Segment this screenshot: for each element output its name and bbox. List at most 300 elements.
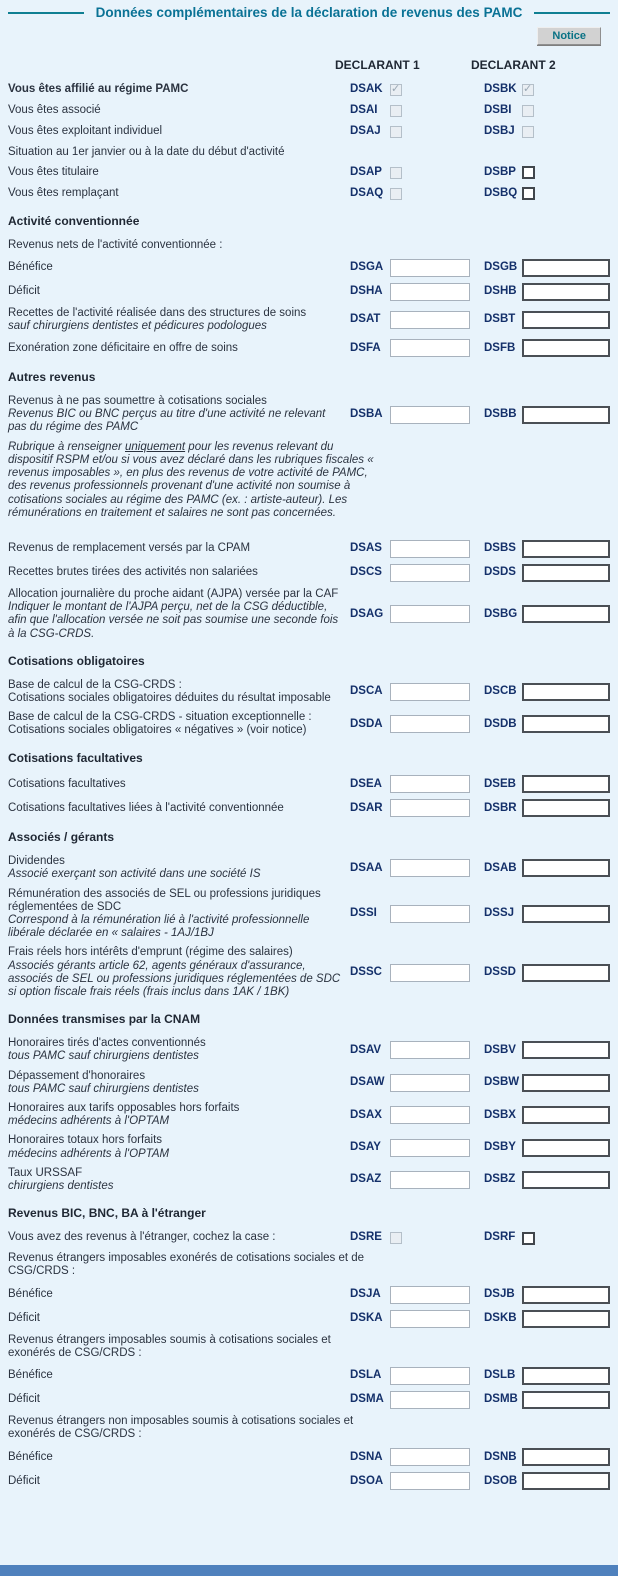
field-code: DSBP — [484, 166, 516, 179]
field-code: DSAJ — [350, 124, 381, 137]
checkbox-dsaj — [390, 126, 402, 138]
field-code: DSJA — [350, 1287, 381, 1300]
field-code: DSBT — [484, 313, 516, 326]
input-dsma[interactable] — [390, 1391, 470, 1409]
field-code: DSAW — [350, 1076, 385, 1089]
field-column — [484, 406, 610, 424]
field-column — [484, 1171, 610, 1189]
static-label: Revenus étrangers imposables soumis à cotisations sociales et exonérés de CSG/CRDS : — [8, 1333, 331, 1359]
field-code: DSBG — [484, 607, 518, 620]
field-code: DSDA — [350, 717, 383, 730]
section-row — [8, 752, 618, 766]
field-label — [8, 125, 350, 138]
field-label — [8, 802, 350, 815]
field-label — [8, 1070, 350, 1096]
field-column — [484, 1286, 610, 1304]
form-row — [8, 540, 618, 558]
field-column — [484, 683, 610, 701]
input-dsbz[interactable] — [522, 1171, 610, 1189]
field-label — [8, 778, 350, 791]
field-label — [8, 261, 350, 274]
input-dsha[interactable] — [390, 283, 470, 301]
note-row — [8, 441, 618, 520]
form-row — [8, 83, 618, 97]
section-row — [8, 831, 618, 845]
field-column — [484, 1472, 610, 1490]
field-column — [484, 1231, 610, 1244]
field-column — [350, 564, 470, 582]
field-label — [8, 1288, 350, 1301]
form-row — [8, 187, 618, 201]
form-row — [8, 104, 618, 118]
field-label-line: Bénéfice — [8, 1450, 53, 1463]
form-row — [8, 679, 618, 705]
page-header — [8, 5, 610, 21]
column-header-declarant-2: DECLARANT 2 — [471, 57, 556, 72]
field-label-line: Taux URSSAF — [8, 1166, 83, 1179]
static-label: Revenus nets de l'activité conventionnée : — [8, 238, 223, 251]
field-label-line: Honoraires tirés d'actes conventionnés — [8, 1037, 206, 1050]
field-label-line: Revenus de remplacement versés par la CPAM — [8, 542, 251, 555]
input-dsds[interactable] — [522, 564, 610, 582]
field-column — [484, 187, 610, 200]
input-dsbt[interactable] — [522, 311, 610, 329]
form-row — [8, 1037, 618, 1063]
field-column — [350, 859, 470, 877]
field-label-line: Recettes brutes tirées des activités non salariées — [8, 566, 258, 579]
checkbox-dsbi — [522, 105, 534, 117]
field-label — [8, 566, 350, 579]
form-row — [8, 1448, 618, 1466]
form-row — [8, 588, 618, 641]
field-label — [8, 342, 350, 355]
input-dsaz[interactable] — [390, 1171, 470, 1189]
field-label — [8, 588, 350, 641]
field-code: DSAX — [350, 1108, 382, 1121]
field-column — [350, 715, 470, 733]
field-column — [484, 1367, 610, 1385]
field-code: DSKB — [484, 1311, 517, 1324]
input-dssd[interactable] — [522, 964, 610, 982]
field-sublabel: Associés gérants article 62, agents généraux d'assurance, associés de SEL ou professions juridiques réglementées de SDC si option fiscale frais réels (frais inclus dans 1AK / 1BK) — [8, 959, 341, 999]
input-dsay[interactable] — [390, 1139, 470, 1157]
input-dsbb[interactable] — [522, 406, 610, 424]
field-code: DSMB — [484, 1393, 518, 1406]
field-column — [484, 311, 610, 329]
field-column — [484, 859, 610, 877]
static-label: Revenus étrangers non imposables soumis à cotisations sociales et exonérés de CSG/CRDS : — [8, 1414, 354, 1441]
field-label-line: Déficit — [8, 1393, 40, 1406]
note-paragraph: Rubrique à renseigner uniquement pour les revenus relevant du dispositif RSPM et/ou si vous avez déclaré dans les rubriques fiscales « revenus imposables », en plus des revenus de votre activité de PAMC, des revenus professionnels provenant d'une activité non soumise à cotisations sociales au régime des PAMC (ex. : artiste-auteur). Les rémunérations en traitement et salaires ne sont pas concernées. — [8, 440, 374, 519]
field-code: DSSD — [484, 966, 516, 979]
field-column — [350, 1171, 470, 1189]
field-column — [350, 259, 470, 277]
form-row — [8, 711, 618, 737]
field-column — [350, 1472, 470, 1490]
input-dskb[interactable] — [522, 1310, 610, 1328]
input-dsgb[interactable] — [522, 259, 610, 277]
field-column — [484, 605, 610, 623]
field-code: DSMA — [350, 1393, 384, 1406]
field-sublabel: Associé exerçant son activité dans une société IS — [8, 868, 261, 881]
input-dssj[interactable] — [522, 905, 610, 923]
section-row — [8, 215, 618, 229]
field-label — [8, 1102, 350, 1128]
form-row — [8, 888, 618, 941]
field-label-line: Honoraires aux tarifs opposables hors forfaits — [8, 1101, 240, 1114]
field-label-line: Base de calcul de la CSG-CRDS - situation exceptionnelle : — [8, 711, 312, 724]
static-label: Revenus étrangers imposables exonérés de cotisations sociales et de CSG/CRDS : — [8, 1252, 365, 1278]
section-title: Revenus BIC, BNC, BA à l'étranger — [8, 1206, 206, 1221]
static-text-row — [8, 1252, 618, 1278]
input-dseb[interactable] — [522, 775, 610, 793]
field-code: DSRF — [484, 1231, 516, 1244]
field-code: DSAT — [350, 313, 381, 326]
field-code: DSOB — [484, 1474, 518, 1487]
field-column — [350, 406, 470, 424]
field-column — [350, 605, 470, 623]
static-label: Situation au 1er janvier ou à la date du début d'activité — [8, 145, 285, 158]
field-column — [484, 1391, 610, 1409]
field-label — [8, 104, 350, 117]
field-label-line: Cotisations sociales obligatoires « négatives » (voir notice) — [8, 724, 307, 737]
field-sublabel: Correspond à la rémunération lié à l'activité professionnelle libérale déclarée en « salaires - 1AJ/1BJ — [8, 913, 310, 940]
footer-bar — [0, 1565, 618, 1576]
section-title: Autres revenus — [8, 370, 96, 385]
field-code: DSAA — [350, 861, 383, 874]
form-row — [8, 1102, 618, 1128]
field-column — [484, 104, 610, 117]
input-dsda[interactable] — [390, 715, 470, 733]
field-code: DSBX — [484, 1108, 516, 1121]
input-dscb[interactable] — [522, 683, 610, 701]
field-label-line: Déficit — [8, 1311, 40, 1324]
header-rule-right — [534, 12, 610, 14]
input-dsbx[interactable] — [522, 1106, 610, 1124]
field-column — [350, 283, 470, 301]
form-row — [8, 1167, 618, 1193]
checkbox-dsap — [390, 167, 402, 179]
field-label — [8, 1369, 350, 1382]
field-code: DSBW — [484, 1076, 520, 1089]
input-dsat[interactable] — [390, 311, 470, 329]
field-column — [350, 964, 470, 982]
field-code: DSNA — [350, 1450, 383, 1463]
field-label — [8, 1167, 350, 1193]
page-title: Données complémentaires de la déclaration de revenus des PAMC — [95, 5, 523, 20]
field-label-line: Cotisations facultatives liées à l'activité conventionnée — [8, 801, 284, 814]
field-label-line: Déficit — [8, 1474, 40, 1487]
field-column — [350, 1074, 470, 1092]
input-dsax[interactable] — [390, 1106, 470, 1124]
field-label-line: Vous êtes affilié au régime PAMC — [8, 82, 189, 95]
form-row — [8, 1472, 618, 1490]
field-code: DSSJ — [484, 907, 515, 920]
field-code: DSEB — [484, 777, 516, 790]
static-text-row — [8, 1334, 618, 1360]
field-label — [8, 395, 350, 435]
field-column — [484, 1041, 610, 1059]
field-code: DSEA — [350, 777, 382, 790]
input-dsby[interactable] — [522, 1139, 610, 1157]
field-column — [484, 83, 610, 96]
input-dsja[interactable] — [390, 1286, 470, 1304]
field-column — [350, 775, 470, 793]
form-row — [8, 775, 618, 793]
field-column — [350, 311, 470, 329]
field-label — [8, 1451, 350, 1464]
field-label — [8, 1475, 350, 1488]
input-dsab[interactable] — [522, 859, 610, 877]
field-column — [350, 104, 470, 117]
checkbox-dsai — [390, 105, 402, 117]
checkbox-dsak — [390, 84, 402, 96]
field-column — [350, 1391, 470, 1409]
form-row — [8, 1286, 618, 1304]
field-column — [350, 1231, 470, 1244]
column-headers — [8, 59, 618, 74]
field-label-line: Recettes de l'activité réalisée dans des structures de soins — [8, 306, 307, 319]
field-code: DSSC — [350, 966, 382, 979]
field-code: DSNB — [484, 1450, 517, 1463]
section-row — [8, 371, 618, 385]
field-code: DSAI — [350, 103, 378, 116]
input-dsbs[interactable] — [522, 540, 610, 558]
field-label-line: Vous êtes exploitant individuel — [8, 124, 163, 137]
field-code: DSAZ — [350, 1173, 382, 1186]
input-dsea[interactable] — [390, 775, 470, 793]
field-code: DSDS — [484, 566, 516, 579]
input-dsoa[interactable] — [390, 1472, 470, 1490]
input-dsbg[interactable] — [522, 605, 610, 623]
field-column — [350, 905, 470, 923]
checkbox-dsbp[interactable] — [522, 166, 535, 179]
field-code: DSAP — [350, 166, 382, 179]
input-dsca[interactable] — [390, 683, 470, 701]
field-label-line: Base de calcul de la CSG-CRDS : — [8, 678, 182, 691]
field-column — [484, 283, 610, 301]
form-row — [8, 395, 618, 435]
field-code: DSAR — [350, 801, 383, 814]
field-code: DSDB — [484, 717, 517, 730]
field-code: DSFB — [484, 341, 516, 354]
field-column — [484, 259, 610, 277]
field-code: DSBK — [484, 82, 517, 95]
form-row — [8, 799, 618, 817]
field-code: DSBJ — [484, 124, 515, 137]
input-dssc[interactable] — [390, 964, 470, 982]
field-label-line: Cotisations facultatives — [8, 777, 126, 790]
field-label — [8, 946, 350, 999]
field-code: DSKA — [350, 1311, 383, 1324]
field-label — [8, 1312, 350, 1325]
field-code: DSCS — [350, 566, 382, 579]
column-header-declarant-1: DECLARANT 1 — [335, 57, 420, 72]
field-column — [350, 83, 470, 96]
field-label — [8, 1037, 350, 1063]
form-row — [8, 946, 618, 999]
form-row — [8, 564, 618, 582]
field-code: DSBQ — [484, 187, 518, 200]
field-code: DSGB — [484, 261, 518, 274]
field-code: DSLA — [350, 1369, 382, 1382]
input-dscs[interactable] — [390, 564, 470, 582]
input-dsav[interactable] — [390, 1041, 470, 1059]
field-label-line: Dividendes — [8, 855, 65, 868]
form-row — [8, 307, 618, 333]
input-dsdb[interactable] — [522, 715, 610, 733]
field-code: DSAS — [350, 542, 382, 555]
form-row — [8, 1070, 618, 1096]
field-label — [8, 888, 350, 941]
field-code: DSGA — [350, 261, 384, 274]
field-code: DSSI — [350, 907, 377, 920]
field-code: DSBS — [484, 542, 516, 555]
field-column — [350, 1367, 470, 1385]
input-dsna[interactable] — [390, 1448, 470, 1466]
field-label-line: Exonération zone déficitaire en offre de soins — [8, 341, 238, 354]
field-code: DSOA — [350, 1474, 384, 1487]
input-dsaa[interactable] — [390, 859, 470, 877]
form-row — [8, 125, 618, 139]
field-label — [8, 285, 350, 298]
input-dsnb[interactable] — [522, 1448, 610, 1466]
input-dsag[interactable] — [390, 605, 470, 623]
field-code: DSBB — [484, 408, 517, 421]
checkbox-dsre — [390, 1232, 402, 1244]
input-dsba[interactable] — [390, 406, 470, 424]
field-label-line: Cotisations sociales obligatoires déduites du résultat imposable — [8, 691, 331, 704]
field-label — [8, 307, 350, 333]
form-row — [8, 1310, 618, 1328]
form-row — [8, 1367, 618, 1385]
checkbox-dsbk — [522, 84, 534, 96]
field-sublabel: Revenus BIC ou BNC perçus au titre d'une activité ne relevant pas du régime des PAMC — [8, 408, 326, 434]
checkbox-dsbj — [522, 126, 534, 138]
section-title: Associés / gérants — [8, 830, 115, 845]
field-label-line: Bénéfice — [8, 261, 53, 274]
field-column — [484, 125, 610, 138]
field-label — [8, 1393, 350, 1406]
field-code: DSBY — [484, 1141, 516, 1153]
form-row — [8, 259, 618, 277]
field-label-line: Revenus à ne pas soumettre à cotisations sociales — [8, 394, 267, 407]
field-code: DSHA — [350, 285, 383, 298]
field-column — [484, 715, 610, 733]
input-dssi[interactable] — [390, 905, 470, 923]
input-dsbv[interactable] — [522, 1041, 610, 1059]
field-column — [484, 1310, 610, 1328]
field-column — [484, 166, 610, 179]
field-code: DSAB — [484, 861, 517, 874]
field-sublabel: chirurgiens dentistes — [8, 1180, 114, 1193]
form-rows — [8, 83, 618, 1491]
field-column — [484, 540, 610, 558]
field-column — [350, 683, 470, 701]
section-row — [8, 1013, 618, 1027]
field-column — [350, 1286, 470, 1304]
field-label-line: Allocation journalière du proche aidant (AJPA) versée par la CAF — [8, 587, 339, 600]
section-row — [8, 1207, 618, 1221]
field-column — [484, 564, 610, 582]
field-label-line: Honoraires totaux hors forfaits — [8, 1134, 163, 1147]
field-label-line: Dépassement d'honoraires — [8, 1069, 146, 1082]
section-title: Cotisations obligatoires — [8, 653, 145, 668]
input-dsaw[interactable] — [390, 1074, 470, 1092]
field-code: DSFA — [350, 341, 381, 354]
field-sublabel: Indiquer le montant de l'AJPA perçu, net de la CSG déductible, afin que l'allocation versée ne soit pas soumise une seconde fois à la CSG-CRDS. — [8, 601, 339, 640]
input-dshb[interactable] — [522, 283, 610, 301]
static-text-row — [8, 146, 618, 159]
field-column — [350, 540, 470, 558]
field-label-line: Bénéfice — [8, 1287, 53, 1300]
section-title: Cotisations facultatives — [8, 750, 143, 765]
input-dsfa[interactable] — [390, 339, 470, 357]
field-label — [8, 166, 350, 179]
field-code: DSJB — [484, 1287, 515, 1300]
notice-row — [8, 27, 601, 45]
form-row — [8, 339, 618, 357]
field-label — [8, 1134, 350, 1160]
field-column — [484, 1074, 610, 1092]
field-sublabel: tous PAMC sauf chirurgiens dentistes — [8, 1050, 199, 1063]
form-row — [8, 283, 618, 301]
field-code: DSRE — [350, 1231, 382, 1244]
notice-button[interactable]: Notice — [537, 27, 601, 45]
field-code: DSLB — [484, 1369, 516, 1382]
field-label — [8, 711, 350, 737]
field-code: DSCB — [484, 685, 517, 698]
field-label — [8, 542, 350, 555]
field-column — [350, 339, 470, 357]
input-dska[interactable] — [390, 1310, 470, 1328]
field-label-line: Vous avez des revenus à l'étranger, cochez la case : — [8, 1231, 276, 1244]
input-dsob[interactable] — [522, 1472, 610, 1490]
static-text-row — [8, 1415, 618, 1441]
field-column — [484, 905, 610, 923]
input-dsbr[interactable] — [522, 799, 610, 817]
field-label — [8, 855, 350, 881]
header-rule-left — [8, 12, 84, 14]
field-column — [350, 166, 470, 179]
input-dsla[interactable] — [390, 1367, 470, 1385]
field-code: DSBI — [484, 103, 512, 116]
field-column — [350, 1139, 470, 1157]
field-column — [350, 1310, 470, 1328]
field-column — [484, 1448, 610, 1466]
input-dsar[interactable] — [390, 799, 470, 817]
input-dsfb[interactable] — [522, 339, 610, 357]
input-dsga[interactable] — [390, 259, 470, 277]
field-code: DSAG — [350, 607, 384, 620]
checkbox-dsrf[interactable] — [522, 1232, 535, 1245]
input-dsmb[interactable] — [522, 1391, 610, 1409]
input-dslb[interactable] — [522, 1367, 610, 1385]
input-dsjb[interactable] — [522, 1286, 610, 1304]
form-row — [8, 1134, 618, 1160]
field-label-line: Frais réels hors intérêts d'emprunt (régime des salaires) — [8, 946, 293, 959]
field-sublabel: sauf chirurgiens dentistes et pédicures podologues — [8, 319, 267, 332]
section-row — [8, 655, 618, 669]
field-code: DSBA — [350, 408, 383, 421]
field-column — [484, 799, 610, 817]
input-dsbw[interactable] — [522, 1074, 610, 1092]
form-row — [8, 1391, 618, 1409]
field-code: DSBR — [484, 801, 517, 814]
input-dsas[interactable] — [390, 540, 470, 558]
checkbox-dsaq — [390, 188, 402, 200]
checkbox-dsbq[interactable] — [522, 187, 535, 200]
